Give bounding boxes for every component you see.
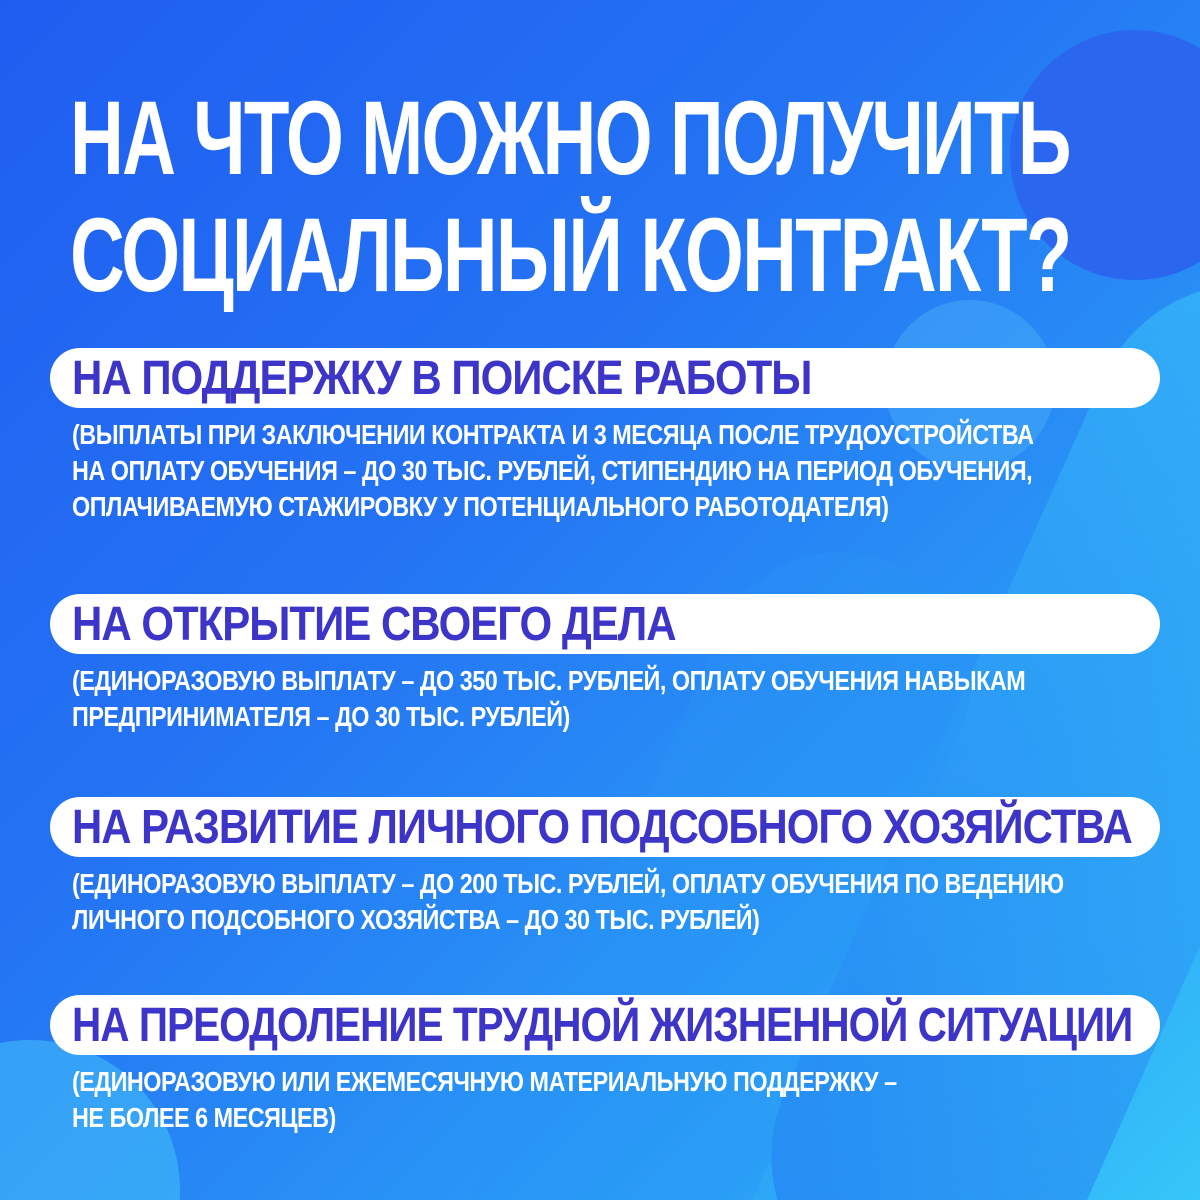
description-line: НЕ БОЛЕЕ 6 МЕСЯЦЕВ) xyxy=(72,1102,336,1134)
section-heading-pill xyxy=(50,797,1160,857)
section-description xyxy=(72,664,1160,736)
section-description xyxy=(72,1065,1160,1137)
description-line: ПРЕДПРИНИМАТЕЛЯ – ДО 30 ТЫС. РУБЛЕЙ) xyxy=(72,701,570,733)
section-description xyxy=(72,867,1160,939)
description-line: (ЕДИНОРАЗОВУЮ ИЛИ ЕЖЕМЕСЯЧНУЮ МАТЕРИАЛЬНУЮ ПОДДЕРЖКУ – xyxy=(72,1066,897,1098)
section-household xyxy=(50,797,1160,939)
section-heading: НА РАЗВИТИЕ ЛИЧНОГО ПОДСОБНОГО ХОЗЯЙСТВА xyxy=(72,799,1132,854)
section-heading-pill xyxy=(50,348,1160,408)
description-line: (ЕДИНОРАЗОВУЮ ВЫПЛАТУ – ДО 200 ТЫС. РУБЛЕЙ, ОПЛАТУ ОБУЧЕНИЯ ПО ВЕДЕНИЮ xyxy=(72,868,1064,900)
description-line: (ВЫПЛАТЫ ПРИ ЗАКЛЮЧЕНИИ КОНТРАКТА И 3 МЕСЯЦА ПОСЛЕ ТРУДОУСТРОЙСТВА xyxy=(72,419,1034,451)
section-description xyxy=(72,418,1160,526)
description-line: ЛИЧНОГО ПОДСОБНОГО ХОЗЯЙСТВА – ДО 30 ТЫС. РУБЛЕЙ) xyxy=(72,904,760,936)
section-heading-pill xyxy=(50,594,1160,654)
section-heading: НА ОТКРЫТИЕ СВОЕГО ДЕЛА xyxy=(72,596,676,651)
section-job-search xyxy=(50,348,1160,526)
description-line: НА ОПЛАТУ ОБУЧЕНИЯ – ДО 30 ТЫС. РУБЛЕЙ, СТИПЕНДИЮ НА ПЕРИОД ОБУЧЕНИЯ, xyxy=(72,455,1033,487)
section-heading: НА ПОДДЕРЖКУ В ПОИСКЕ РАБОТЫ xyxy=(72,350,812,405)
title-line-1: НА ЧТО МОЖНО ПОЛУЧИТЬ xyxy=(70,80,1070,198)
section-heading: НА ПРЕОДОЛЕНИЕ ТРУДНОЙ ЖИЗНЕННОЙ СИТУАЦИИ xyxy=(72,997,1133,1052)
title-line-2: СОЦИАЛЬНЫЙ КОНТРАКТ? xyxy=(70,197,1071,315)
section-heading-pill xyxy=(50,995,1160,1055)
description-line: (ЕДИНОРАЗОВУЮ ВЫПЛАТУ – ДО 350 ТЫС. РУБЛЕЙ, ОПЛАТУ ОБУЧЕНИЯ НАВЫКАМ xyxy=(72,665,1026,697)
section-own-business xyxy=(50,594,1160,736)
page-title xyxy=(70,80,1070,314)
section-difficult-situation xyxy=(50,995,1160,1137)
description-line: ОПЛАЧИВАЕМУЮ СТАЖИРОВКУ У ПОТЕНЦИАЛЬНОГО РАБОТОДАТЕЛЯ) xyxy=(72,491,889,523)
